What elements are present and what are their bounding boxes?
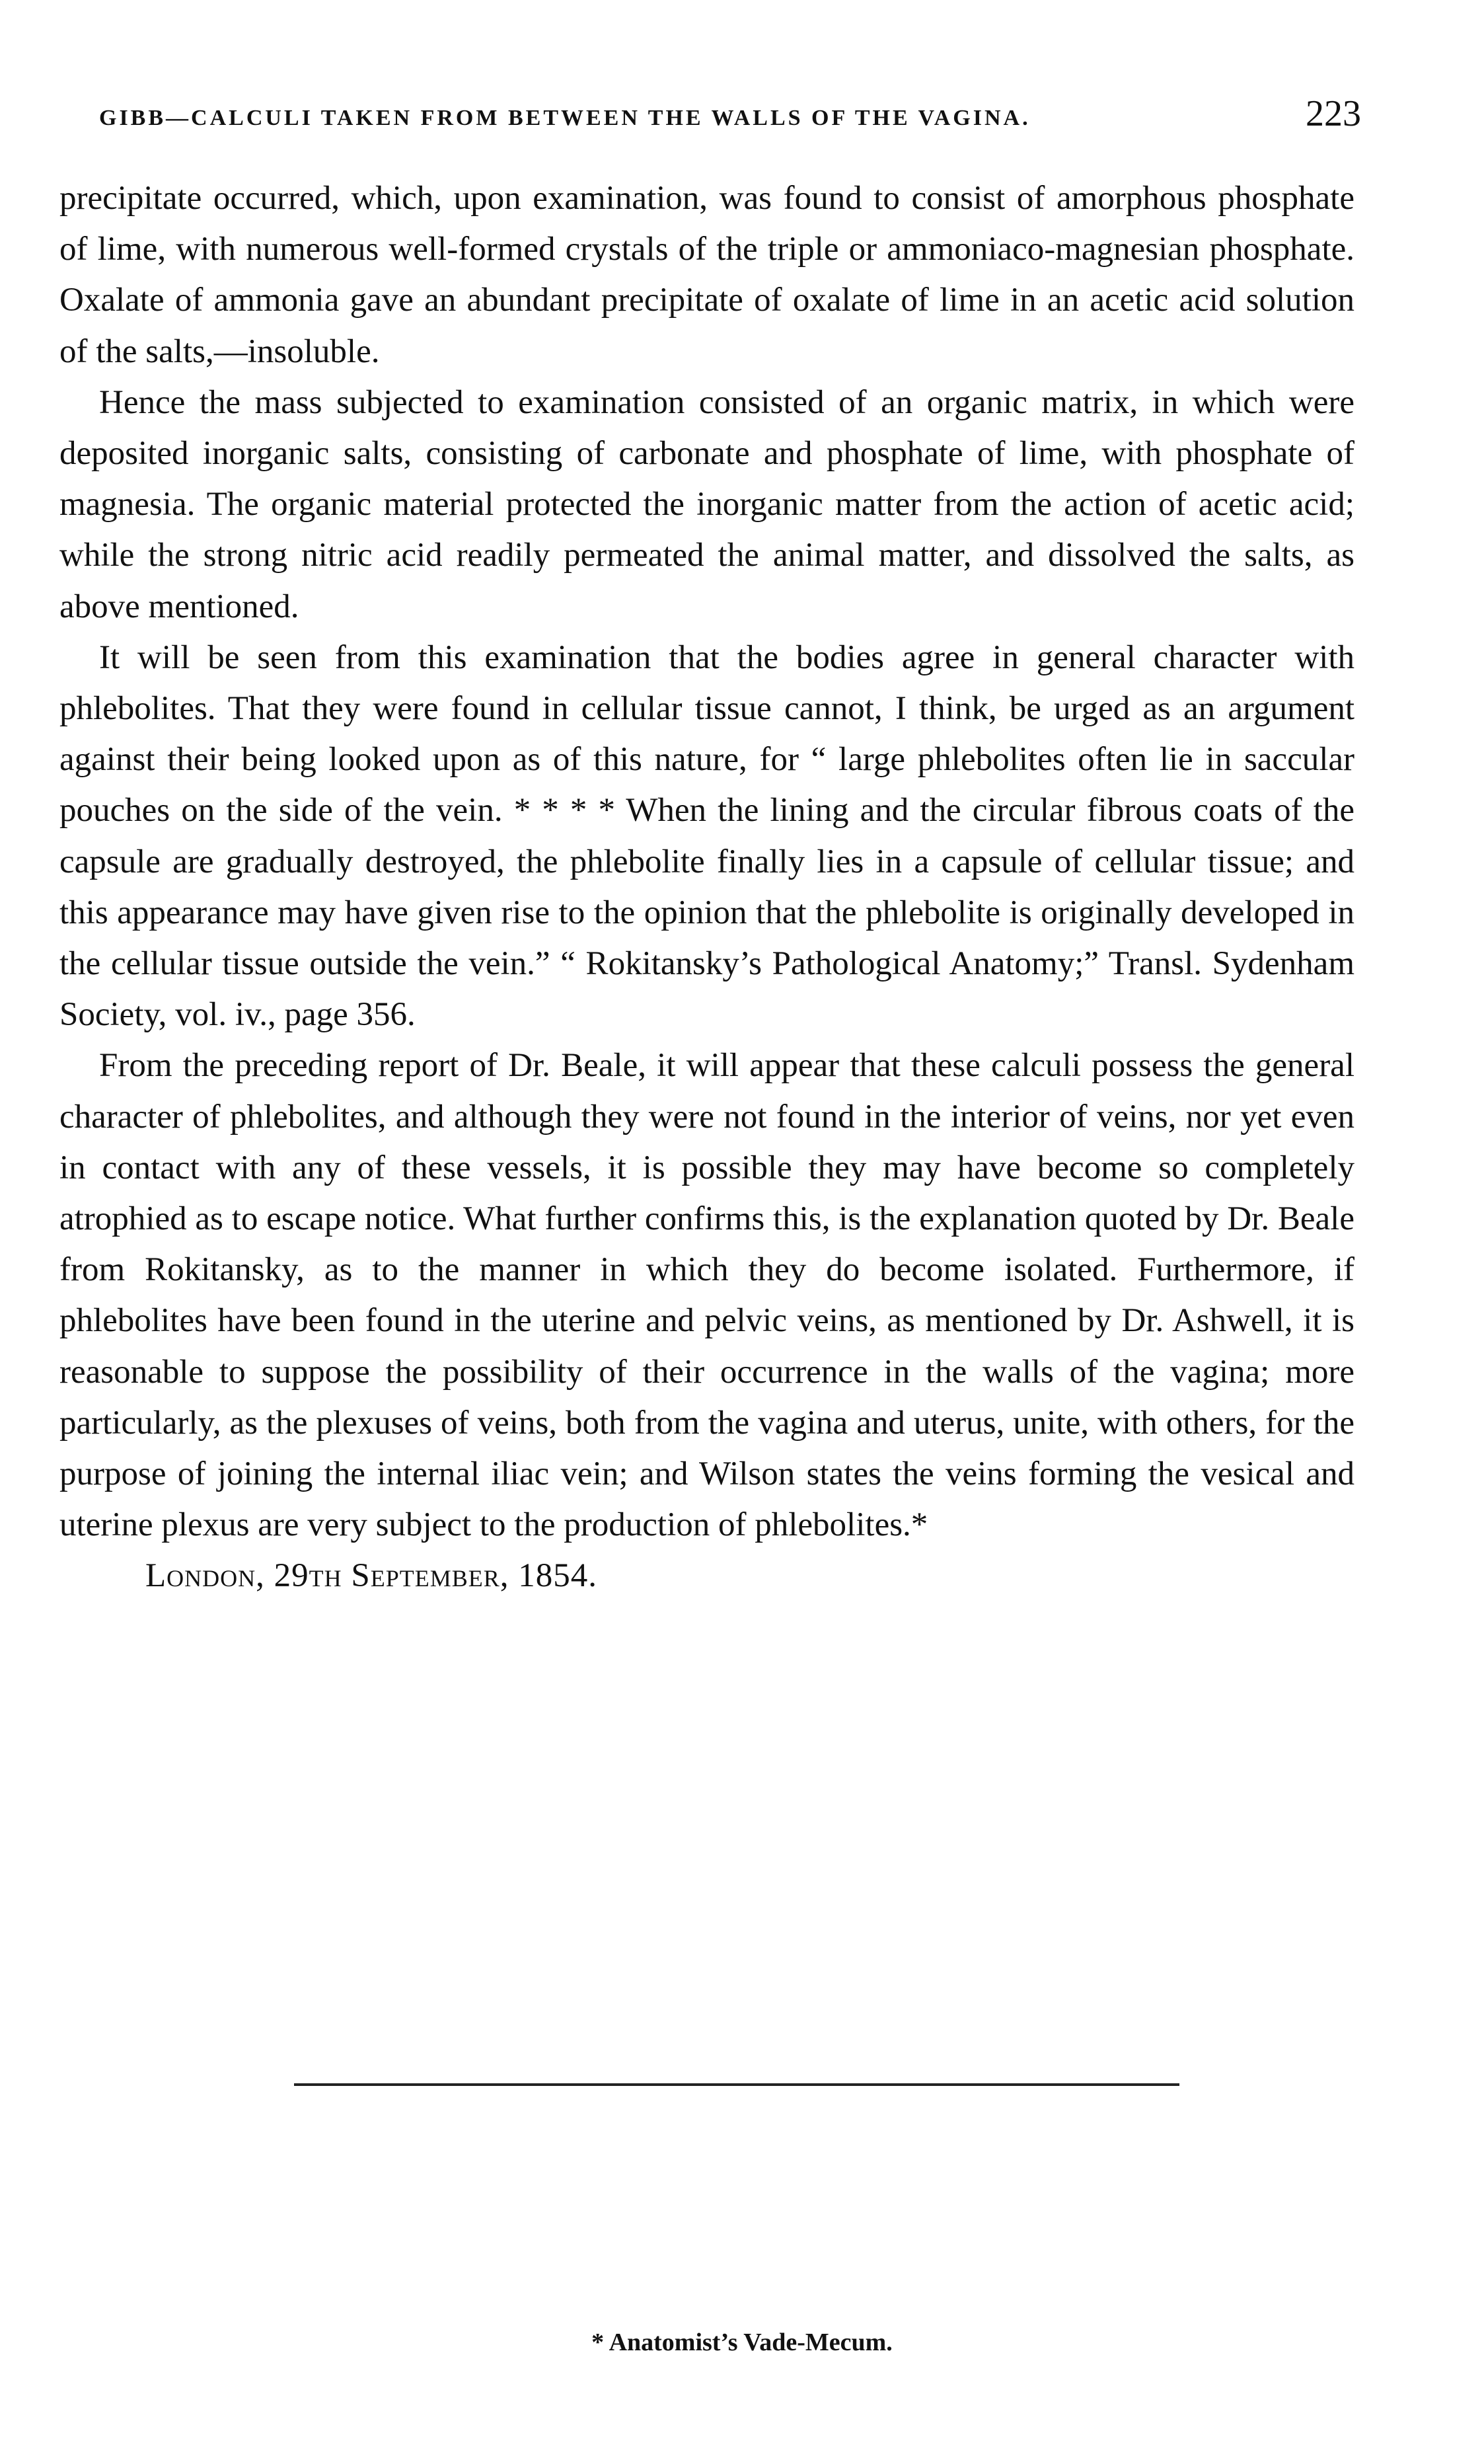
paragraph-4: From the preceding report of Dr. Beale, it will appear that these calculi possess the general character of phlebolites, and although they were not found in the interior of veins, nor yet even in contact with any of these vessels, it is possible they may have become so completely atrophied as to escape notice. What further confirms this, is the explanation quoted by Dr. Beale from Rokitansky, as to the manner in which they do become isolated. Furthermore, if phlebolites have been found in the uterine and pelvic veins, as mentioned by Dr. Ashwell, it is reasonable to suppose the possibility of their occurrence in the walls of the vagina; more particularly, as the plexuses of veins, both from the vagina and uterus, unite, with others, for the purpose of joining the internal iliac vein; and Wilson states the veins forming the vesical and uterine plexus are very subject to the production of phlebolites.*	[59, 1047, 1354, 1544]
signoff: London, 29th September, 1854.	[145, 1557, 598, 1595]
paragraph-1: precipitate occurred, which, upon examination, was found to consist of amorphous phosphate of lime, with numerous well-formed crystals of the triple or ammoniaco-magnesian phosphate. Oxalate of ammonia gave an abundant precipitate of oxalate of lime in an acetic acid solution of the salts,—insoluble.	[59, 180, 1354, 370]
paragraph-2: Hence the mass subjected to examination consisted of an organic matrix, in which were deposited inorganic salts, consisting of carbonate and phosphate of lime, with phosphate of magnesia. The organic material protected the inorganic matter from the action of acetic acid; while the strong nitric acid readily permeated the animal matter, and dissolved the salts, as above mentioned.	[59, 383, 1354, 625]
page-number: 223	[1306, 93, 1361, 134]
running-title: GIBB—CALCULI TAKEN FROM BETWEEN THE WALLS OF THE VAGINA.	[99, 106, 1031, 130]
footnote-rule	[294, 2083, 1179, 2086]
body-text	[59, 173, 1354, 1602]
running-head	[99, 93, 1361, 145]
paragraph-3: It will be seen from this examination that the bodies agree in general character with phlebolites. That they were found in cellular tissue cannot, I think, be urged as an argument against their being looked upon as of this nature, for “ large phlebolites often lie in saccular pouches on the side of the vein. * * * * When the lining and the circular fibrous coats of the capsule are gradually destroyed, the phlebolite finally lies in a capsule of cellular tissue; and this appearance may have given rise to the opinion that the phlebolite is originally developed in the cellular tissue outside the vein.” “ Rokitansky’s Pathological Anatomy;” Transl. Sydenham Society, vol. iv., page 356.	[59, 638, 1354, 1034]
footnote: * Anatomist’s Vade-Mecum.	[591, 2329, 893, 2356]
